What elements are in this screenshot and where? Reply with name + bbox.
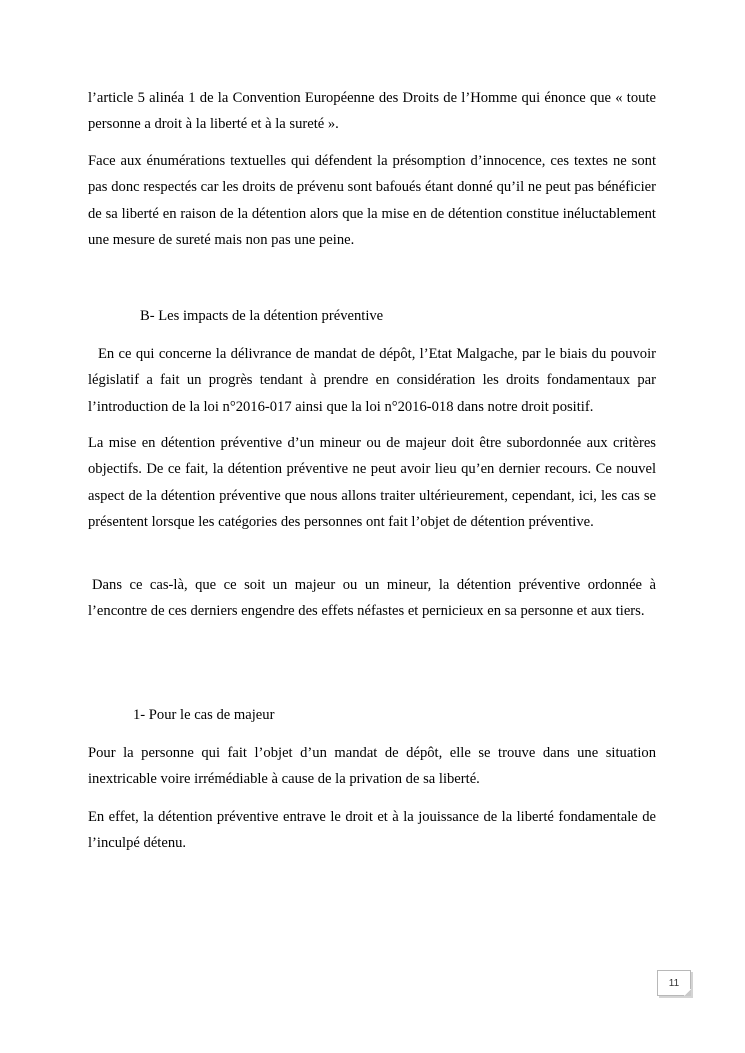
paragraph-mise-en-detention: La mise en détention préventive d’un mineur ou de majeur doit être subordonnée aux critères objectifs. De ce fait, la détention préventive ne peut avoir lieu qu’en dernier recours. Ce nouvel aspect de la détention préventive que nous allons traiter ultérieurement, cependant, ici, les cas se présentent lorsque les catégories des personnes ont fait l’objet de détention préventive. xyxy=(88,435,656,531)
paragraph-presumption-innocence: Face aux énumérations textuelles qui défendent la présomption d’innocence, ces textes ne sont pas donc respectés car les droits de prévenu sont bafoués étant donné qu’il ne peut pas bénéficier de sa liberté en raison de la détention alors que la mise en de détention constitue inéluctablement une mesure de sureté mais non pas une peine. xyxy=(88,153,656,249)
page-number: 11 xyxy=(657,970,691,996)
paragraph-en-effet: En effet, la détention préventive entrave le droit et à la jouissance de la liberté fondamentale de l’inculpé détenu. xyxy=(88,809,656,852)
paragraph-article-5: l’article 5 alinéa 1 de la Convention Européenne des Droits de l’Homme qui énonce que « toute personne a droit à la liberté et à la sureté ». xyxy=(88,90,656,133)
paragraph-cas-la: Dans ce cas-là, que ce soit un majeur ou un mineur, la détention préventive ordonnée à l’encontre de ces derniers engendre des effets néfastes et pernicieux en sa personne et aux tiers. xyxy=(88,577,656,620)
section-heading-b: B- Les impacts de la détention préventive xyxy=(140,308,384,324)
paragraph-personne-mandat: Pour la personne qui fait l’objet d’un mandat de dépôt, elle se trouve dans une situation inextricable voire irrémédiable à cause de la privation de sa liberté. xyxy=(88,745,656,788)
paragraph-mandat-depot: En ce qui concerne la délivrance de mandat de dépôt, l’Etat Malgache, par le biais du pouvoir législatif a fait un progrès tendant à prendre en considération les droits fondamentaux par l’introduction de la loi n°2016-017 ainsi que la loi n°2016-018 dans notre droit positif. xyxy=(88,346,656,415)
subsection-heading-1: 1- Pour le cas de majeur xyxy=(133,707,275,723)
